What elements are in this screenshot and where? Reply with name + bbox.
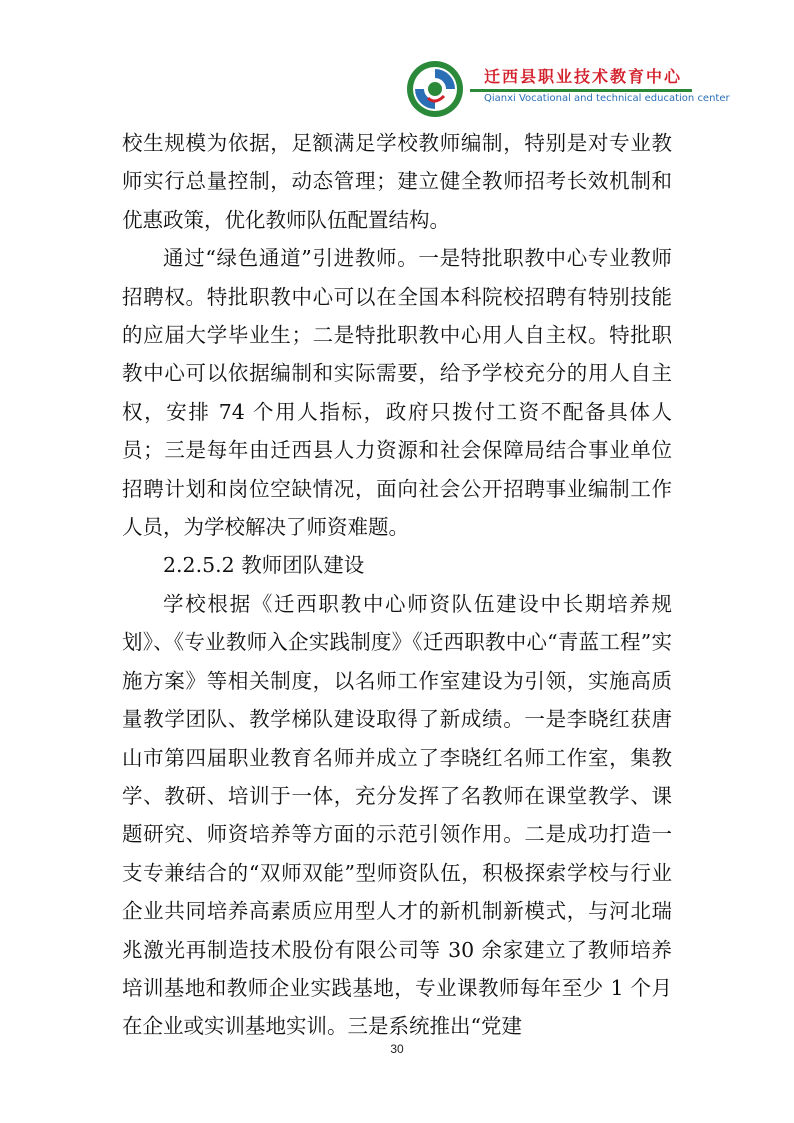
page-number: 30 (390, 1042, 404, 1056)
school-emblem-icon (406, 60, 464, 118)
section-heading: 2.2.5.2 教师团队建设 (163, 553, 365, 578)
paragraph-1: 校生规模为依据，足额满足学校教师编制，特别是对专业教师实行总量控制，动态管理；建立健全教师招考长效机制和优惠政策，优化教师队伍配置结构。 (122, 131, 672, 232)
header-subtitle: Qianxi Vocational and technical education center (484, 93, 730, 104)
body-text (122, 124, 672, 1046)
paragraph-2: 通过“绿色通道”引进教师。一是特批职教中心专业教师招聘权。特批职教中心可以在全国本科院校招聘有特别技能的应届大学毕业生；二是特批职教中心用人自主权。特批职教中心可以依据编制和实际需要，给予学校充分的用人自主权，安排 74 个用人指标，政府只拨付工资不配备具体人员；三是每年由迁西县人力资源和社会保障局结合事业单位招聘计划和岗位空缺情况，面向社会公开招聘事业编制工作人员，为学校解决了师资难题。 (122, 246, 672, 540)
page-header (0, 0, 794, 120)
header-title: 迁西县职业技术教育中心 (484, 67, 683, 86)
header-divider (470, 89, 692, 92)
paragraph-3: 学校根据《迁西职教中心师资队伍建设中长期培养规划》、《专业教师入企实践制度》《迁西职教中心“青蓝工程”实施方案》等相关制度，以名师工作室建设为引领，实施高质量教学团队、教学梯队建设取得了新成绩。一是李晓红获唐山市第四届职业教育名师并成立了李晓红名师工作室，集教学、教研、培训于一体，充分发挥了名教师在课堂教学、课题研究、师资培养等方面的示范引领作用。二是成功打造一支专兼结合的“双师双能”型师资队伍，积极探索学校与行业企业共同培养高素质应用型人才的新机制新模式，与河北瑞兆激光再制造技术股份有限公司等 30 余家建立了教师培养培训基地和教师企业实践基地，专业课教师每年至少 1 个月在企业或实训基地实训。三是系统推出“党建 (122, 591, 672, 1039)
